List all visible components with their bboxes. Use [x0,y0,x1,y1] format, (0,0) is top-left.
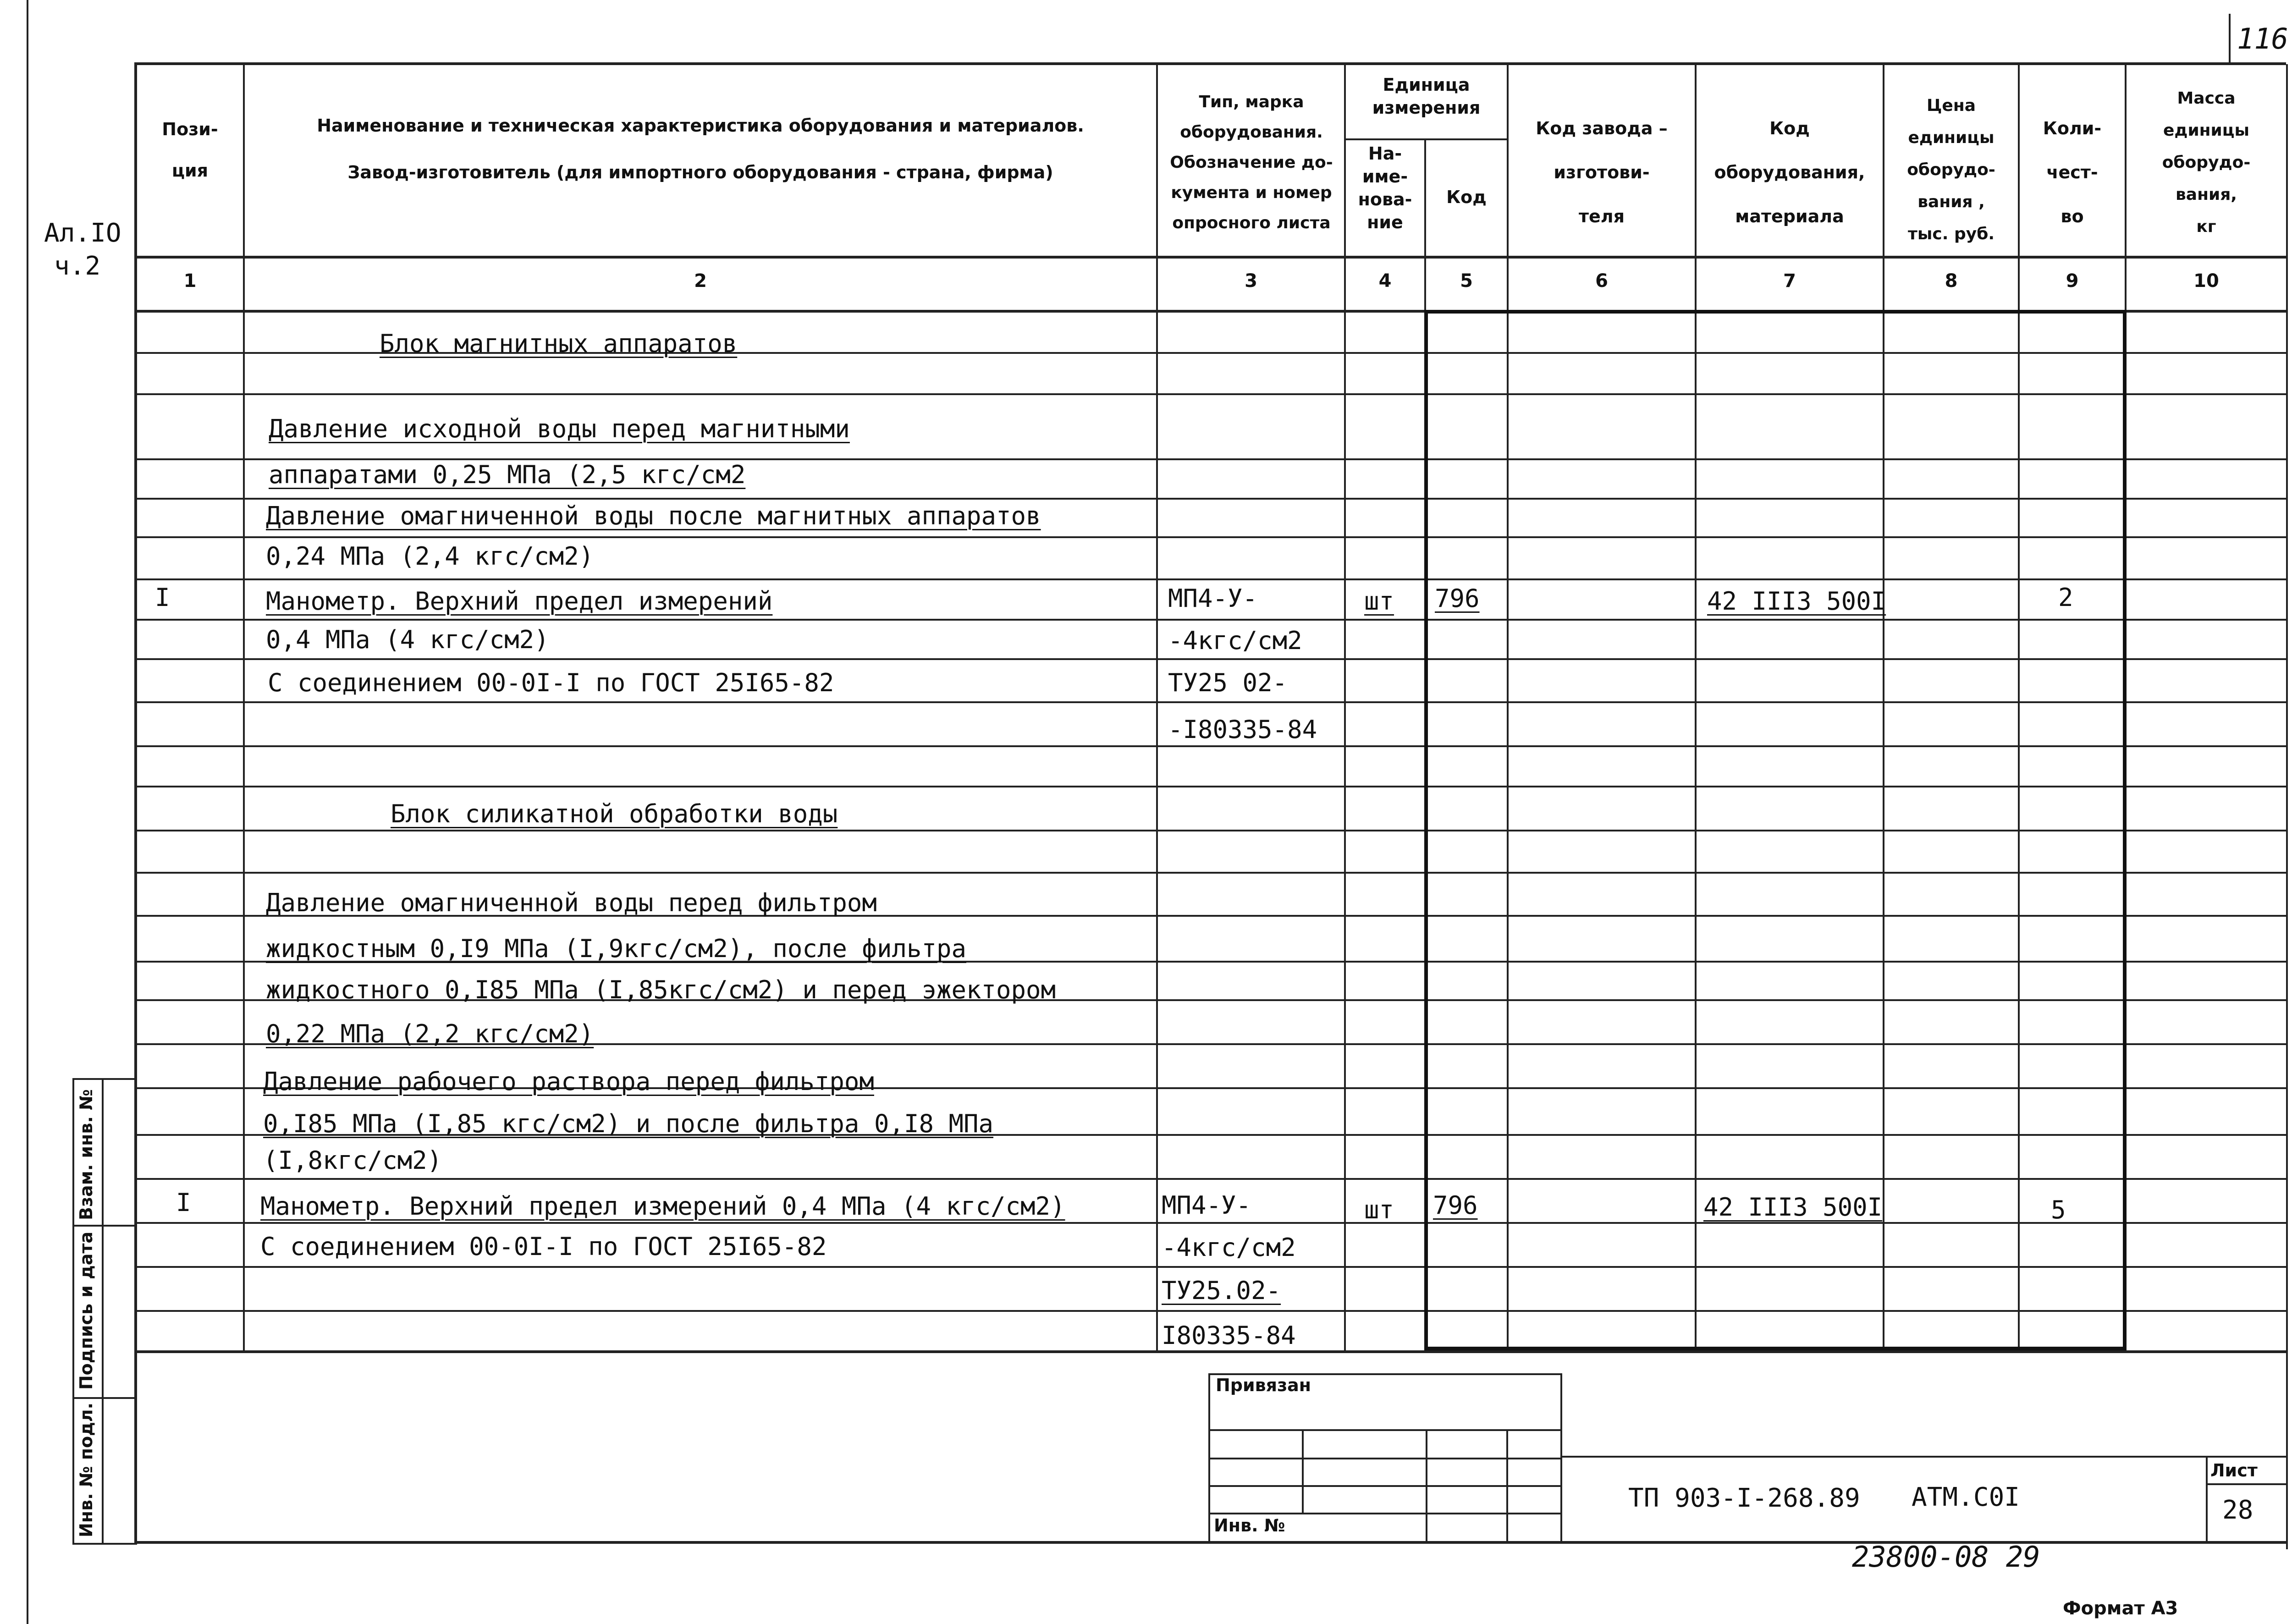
header-quantity [2020,106,2125,238]
col-line [1695,62,1697,1353]
item1-position: I [155,583,170,612]
row-line [135,830,2286,831]
project-number: ТП 903-I-268.89 [1628,1483,1860,1513]
side-stamp-top [72,1078,135,1080]
header-position [137,114,243,186]
item2-name-line1: Манометр. Верхний предел измерений 0,4 МПа (4 кгс/см2) [260,1192,1065,1221]
page-number-handwritten: 116 [2237,22,2288,55]
para3-line3: (I,8кгс/см2) [263,1146,442,1175]
sheet-label: Лист [2210,1460,2258,1481]
thick-box-bottom [1424,1347,2127,1350]
header-mass-l5: кг [2196,217,2216,236]
header-equipment-code [1697,106,1883,238]
thick-box-right [2123,310,2127,1350]
privyazan-right [1560,1373,1562,1543]
privyazan-line5 [1208,1513,1561,1514]
header-position-l2: ция [171,160,209,181]
col-line [1883,62,1884,1353]
label-inv-podl: Инв. № подл. [76,1402,96,1537]
header-name-l1: Наименование и техническая характеристика оборудования и материалов. [317,116,1084,136]
row-line [135,701,2286,703]
archive-number: 23800-08 29 [1852,1540,2040,1574]
row-line [135,658,2286,660]
document-code: АТМ.С0I [1912,1482,2020,1512]
privyazan-left [1208,1373,1210,1543]
side-stamp-div2 [72,1397,135,1399]
colnum-8: 8 [1945,270,1958,292]
header-unit-group [1346,73,1507,119]
colnum-4: 4 [1378,270,1392,292]
para1-line2: аппаратами 0,25 МПа (2,5 кгс/см2 [269,460,746,489]
header-unit-name-l1: На- [1368,143,1402,164]
privyazan-line4 [1208,1485,1561,1487]
header-factory-code-l3: теля [1578,206,1625,226]
inv-no-label: Инв. № [1214,1515,1285,1536]
row-line [135,619,2286,621]
header-unit-group-l2: измерения [1372,98,1481,118]
item1-type-line4: -I80335-84 [1168,715,1317,744]
colnum-1: 1 [183,270,197,292]
item2-type-line1: МП4-У- [1162,1191,1251,1220]
item2-equipment-code: 42 III3 500I [1703,1193,1883,1222]
header-factory-code-l2: изготови- [1554,162,1650,182]
colnum-7: 7 [1783,270,1796,292]
para2-line2: жидкостным 0,I9 МПа (I,9кгс/см2), после фильтра [266,934,967,963]
item1-type-line1: МП4-У- [1168,584,1258,613]
title-row-top [1560,1456,2286,1458]
thick-box-top [1424,310,2127,314]
item2-type-line3: ТУ25.02- [1162,1276,1281,1305]
header-name [245,110,1156,188]
header-quantity-l1: Коли- [2043,118,2102,138]
colnum-5: 5 [1460,270,1473,292]
item2-name-line2: С соединением 00-0I-I по ГОСТ 25I65-82 [260,1232,827,1261]
frame-left-edge [27,0,28,1624]
header-mass-l2: единицы [2163,121,2250,140]
header-unit-name-l3: нова- [1358,189,1412,209]
header-unit-name-l4: ние [1367,212,1403,232]
header-position-l1: Пози- [162,119,218,139]
item2-position: I [176,1188,191,1217]
header-equipment-code-l2: оборудования, [1714,162,1865,182]
item2-type-line2: -4кгс/см2 [1162,1233,1296,1262]
header-unit-name-l2: име- [1362,166,1408,187]
colnum-2: 2 [694,270,707,292]
row-line [135,393,2286,395]
col-line [1156,62,1158,1353]
row-line [135,578,2286,580]
header-mass [2127,83,2286,243]
item1-name-line3: С соединением 00-0I-I по ГОСТ 25I65-82 [268,668,834,697]
item1-type-line3: ТУ25 02- [1168,668,1288,697]
header-price-l1: Цена [1927,96,1976,115]
row-line [135,1350,2286,1353]
header-name-l2: Завод-изготовитель (для импортного оборудования - страна, фирма) [347,162,1053,182]
sheet-box-divider [2206,1483,2286,1485]
row-line [135,536,2286,538]
colnum-9: 9 [2066,270,2079,292]
para1-line1: Давление исходной воды перед магнитными [269,414,850,443]
header-unit-name [1346,142,1424,234]
header-price-l3: оборудо- [1907,160,1995,179]
header-equipment-code-l1: Код [1769,118,1810,138]
sheet-box-left [2206,1456,2208,1543]
header-unit-group-l1: Единица [1383,75,1470,95]
header-type-l1: Тип, марка [1199,93,1304,111]
item1-unit-code: 796 [1435,584,1480,613]
privyazan-label: Привязан [1216,1375,1311,1395]
header-price-l5: тыс. руб. [1907,225,1995,243]
privyazan-line3 [1208,1458,1561,1459]
frame-right-edge [2286,64,2288,1549]
para3-line2: 0,I85 МПа (I,85 кгс/см2) и после фильтра 0,I8 МПа [263,1109,994,1138]
header-quantity-l3: во [2061,206,2084,226]
format-label: Формат А3 [2063,1598,2178,1619]
side-stamp-bottom [72,1543,135,1545]
row-line [135,498,2286,500]
header-quantity-l2: чест- [2046,162,2098,182]
row-line [135,1222,2286,1224]
header-price-l2: единицы [1908,128,1994,147]
item2-type-line4: I80335-84 [1162,1321,1296,1350]
item1-type-line2: -4кгс/см2 [1168,626,1302,655]
para1-line4: 0,24 МПа (2,4 кгс/см2) [266,542,594,571]
header-type-l4: кумента и номер [1171,183,1332,202]
col-line [1344,62,1346,1353]
block1-title: Блок магнитных аппаратов [380,329,738,358]
col-line [1507,62,1509,1353]
header-type-l2: оборудования. [1180,123,1323,142]
para3-line1: Давление рабочего раствора перед фильтром [263,1067,874,1096]
para2-line3: жидкостного 0,I85 МПа (I,85кгс/см2) и перед эжектором [266,975,1056,1004]
row-line [135,1266,2286,1268]
header-factory-code-l1: Код завода – [1536,118,1668,138]
part-label: ч.2 [54,251,101,281]
table-top-border [135,62,2286,65]
row-line [135,745,2286,747]
header-type-l5: опросного листа [1172,214,1331,232]
label-podpis-data: Подпись и дата [76,1231,96,1390]
header-mass-l4: вания, [2176,185,2237,204]
privyazan-v3 [1506,1429,1508,1543]
side-stamp-div1 [72,1225,135,1227]
header-price [1884,90,2018,250]
header-bottom-border [135,256,2286,259]
album-label: Ал.IO [44,218,121,248]
item2-unit-code: 796 [1433,1191,1478,1220]
header-unit-code: Код [1446,187,1487,207]
row-line [135,1178,2286,1180]
privyazan-line2 [1208,1429,1561,1431]
privyazan-v1 [1302,1429,1304,1514]
item1-quantity: 2 [2058,583,2073,612]
block2-title: Блок силикатной обработки воды [391,799,838,828]
sheet-number: 28 [2222,1495,2253,1525]
row-line [135,786,2286,787]
item1-unit: шт [1364,587,1394,616]
privyazan-v2 [1426,1429,1427,1543]
para2-line4: 0,22 МПа (2,2 кгс/см2) [266,1019,594,1048]
col-line [2018,62,2020,1353]
item1-name-line2: 0,4 МПа (4 кгс/см2) [266,625,549,654]
row-line [135,872,2286,874]
item1-equipment-code: 42 III3 500I [1707,587,1886,616]
header-price-l4: вания , [1917,193,1985,211]
header-type [1159,87,1344,238]
item1-name-line1: Манометр. Верхний предел измерений [266,587,773,616]
header-type-l3: Обозначение до- [1170,153,1333,172]
colnum-3: 3 [1245,270,1257,292]
thick-box-left [1424,310,1428,1350]
page-box-left [2229,14,2231,65]
header-equipment-code-l3: материала [1735,206,1844,226]
header-factory-code [1509,106,1695,238]
side-stamp-left [72,1078,74,1545]
item2-quantity: 5 [2051,1195,2066,1224]
side-stamp-mid [102,1078,104,1545]
row-line [135,1310,2286,1312]
header-mass-l1: Масса [2177,89,2236,108]
col-line [243,62,245,1353]
item2-unit: шт [1364,1195,1394,1224]
colnum-10: 10 [2193,270,2219,292]
colnum-6: 6 [1595,270,1608,292]
para2-line1: Давление омагниченной воды перед фильтром [266,888,877,917]
para1-line3: Давление омагниченной воды после магнитных аппаратов [266,501,1041,530]
label-vzam-inv: Взам. инв. № [76,1089,96,1220]
header-mass-l3: оборудо- [2162,153,2251,172]
